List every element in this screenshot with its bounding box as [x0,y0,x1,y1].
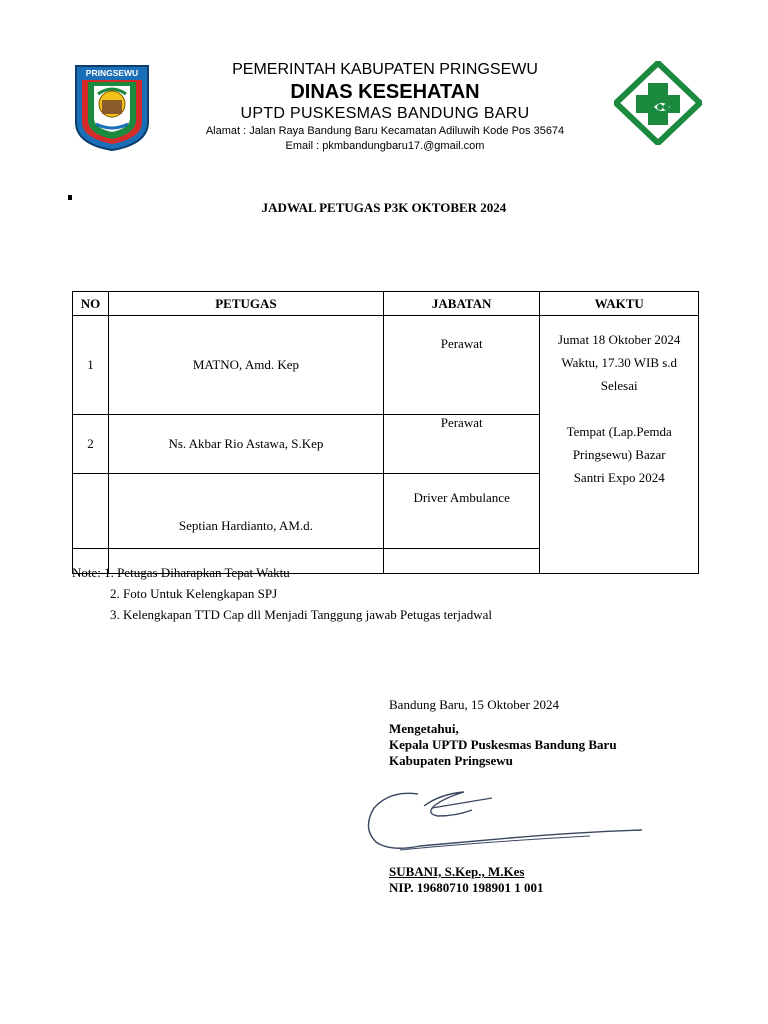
schedule-table [72,291,699,574]
document-title: JADWAL PETUGAS P3K OKTOBER 2024 [261,200,507,215]
notes-section [72,562,492,625]
letterhead [160,60,610,154]
header-jabatan: JABATAN [383,292,540,316]
row-jabatan: Driver Ambulance [383,474,540,549]
unit-name: UPTD PUSKESMAS BANDUNG BARU [240,105,530,122]
logo-left-text: PRINGSEWU [85,68,139,78]
signer-position-1: Kepala UPTD Puskesmas Bandung Baru [389,737,617,752]
waktu-place-3: Santri Expo 2024 [573,470,665,485]
row-jabatan: Perawat [383,316,540,415]
header-no: NO [73,292,109,316]
row-petugas: Ns. Akbar Rio Astawa, S.Kep [108,415,383,474]
row-no: 1 [73,316,109,415]
signer-position-2: Kabupaten Pringsewu [389,753,513,768]
waktu-date: Jumat 18 Oktober 2024 [558,332,681,347]
row-petugas: MATNO, Amd. Kep [108,316,383,415]
header-waktu: WAKTU [540,292,699,316]
waktu-end: Selesai [600,378,638,393]
department-name: DINAS KESEHATAN [290,81,480,103]
header-petugas: PETUGAS [108,292,383,316]
note-1: Note: 1. Petugas Diharapkan Tepat Waktu [72,565,290,580]
row-petugas: Septian Hardianto, AM.d. [108,474,383,549]
email-line: Email : pkmbandungbaru17.@gmail.com [285,140,485,152]
table-header-row [73,292,699,316]
handwritten-signature [360,780,650,860]
government-name: PEMERINTAH KABUPATEN PRINGSEWU [232,61,538,78]
table-row [73,316,699,415]
address-line: Alamat : Jalan Raya Bandung Baru Kecamatan Adiluwih Kode Pos 35674 [205,125,565,137]
place-date: Bandung Baru, 15 Oktober 2024 [389,697,560,712]
row-no [73,474,109,549]
signer-nip: NIP. 19680710 198901 1 001 [389,880,544,895]
note-3: 3. Kelengkapan TTD Cap dll Menjadi Tanggung jawab Petugas terjadwal [110,607,493,622]
health-cross-logo [614,61,702,145]
waktu-cell [540,316,699,574]
mengetahui-label: Mengetahui, [389,721,459,736]
pringsewu-emblem-logo [72,64,152,152]
waktu-time: Waktu, 17.30 WIB s.d [561,355,678,370]
row-no: 2 [73,415,109,474]
waktu-place-1: Tempat (Lap.Pemda [566,424,672,439]
waktu-place-2: Pringsewu) Bazar [572,447,666,462]
row-jabatan: Perawat [383,415,540,474]
note-2: 2. Foto Untuk Kelengkapan SPJ [110,586,278,601]
signer-name: SUBANI, S.Kep., M.Kes [389,864,525,879]
